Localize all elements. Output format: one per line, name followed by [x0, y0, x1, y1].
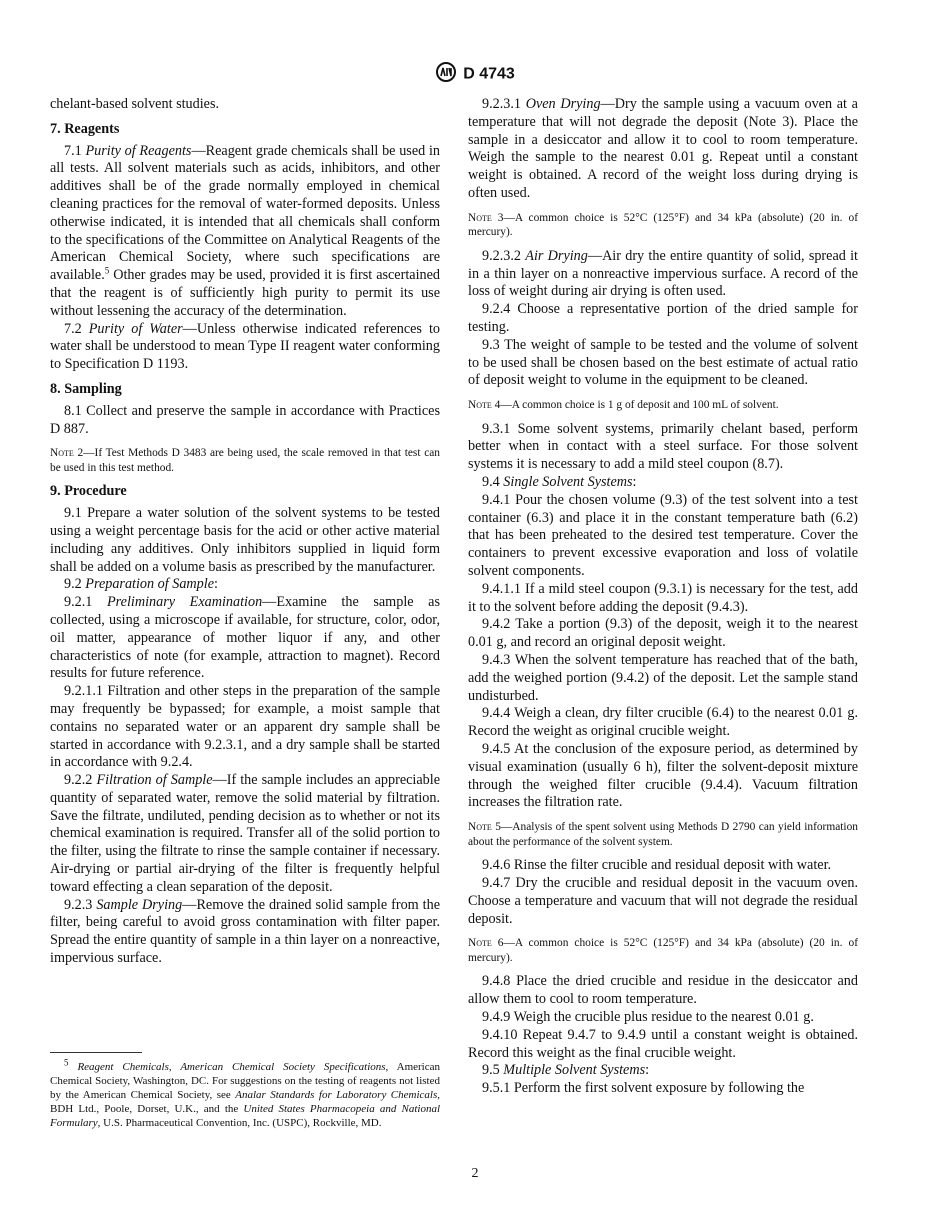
section-7-heading: 7. Reagents: [50, 120, 120, 137]
paragraph-9-4-9: 9.4.9 Weigh the crucible plus residue to the nearest 0.01 g.: [482, 1008, 814, 1025]
note-4: Note 4—A common choice is 1 g of deposit and 100 mL of solvent.: [468, 399, 779, 412]
note-6: Note 6—A common choice is 52°C (125°F) and 34 kPa (absolute) (20 in. of mercury).: [468, 937, 858, 964]
paragraph-9-2-3-2: 9.2.3.2 Air Drying—Air dry the entire quantity of solid, spread it in a thin layer on a nonreactive impervious surface. A record of the loss of weight during air drying is often used.: [468, 247, 858, 300]
paragraph-9-4-8: 9.4.8 Place the dried crucible and residue in the desiccator and allow them to cool to room temperature.: [468, 973, 858, 1008]
paragraph-7-2: 7.2 Purity of Water—Unless otherwise indicated references to water shall be understood to mean Type II reagent water conforming to Specification D 1193.: [50, 320, 440, 373]
section-9-heading: 9. Procedure: [50, 483, 127, 500]
paragraph-9-5: 9.5 Multiple Solvent Systems:: [482, 1062, 650, 1079]
paragraph-9-4-4: 9.4.4 Weigh a clean, dry filter crucible (6.4) to the nearest 0.01 g. Record the weight as original crucible weight.: [468, 705, 858, 740]
paragraph-9-2-3-1: 9.2.3.1 Oven Drying—Dry the sample using a vacuum oven at a temperature that will not degrade the deposit (Note 3). Place the sample in a desiccator and allow it to cool to room temperature. Weigh the sample to the nearest 0.01 g. Repeat until a constant weight is obtained. A record of the weight loss during drying is often used.: [468, 96, 858, 201]
paragraph-9-4-5: 9.4.5 At the conclusion of the exposure period, as determined by visual examination (usually 6 h), filter the solvent-deposit mixture through the weighed filter crucible (9.4.4). Vacuum filtration increases the filtration rate.: [468, 741, 858, 811]
paragraph-9-5-1: 9.5.1 Perform the first solvent exposure by following the: [482, 1080, 805, 1097]
standard-designation: D 4743: [463, 65, 515, 83]
continued-text: chelant-based solvent studies.: [50, 96, 220, 112]
paragraph-9-1: 9.1 Prepare a water solution of the solvent systems to be tested using a weight percentage basis for the acid or other active material including any additives. Only inhibitors supplied in liquid form shall be added on a volume basis as prescribed by the manufacturer.: [50, 505, 440, 575]
left-column: [50, 96, 440, 968]
paragraph-9-4-1: 9.4.1 Pour the chosen volume (9.3) of the test solvent into a test container (6.3) and place it in the constant temperature bath (6.2) that has been preheated to the desired test temperature. Cover the containers to prevent excessive evaporation and loss of volatile solvent components.: [468, 491, 858, 580]
right-column: [468, 96, 858, 1098]
paragraph-9-4-2: 9.4.2 Take a portion (9.3) of the deposit, weigh it to the nearest 0.01 g, and record an original deposit weight.: [468, 616, 858, 651]
paragraph-9-4-1-1: 9.4.1.1 If a mild steel coupon (9.3.1) is necessary for the test, add it to the solvent before adding the deposit (9.4.3).: [468, 580, 858, 615]
note-3: Note 3—A common choice is 52°C (125°F) and 34 kPa (absolute) (20 in. of mercury).: [468, 211, 858, 239]
section-8-heading: 8. Sampling: [50, 380, 122, 397]
paragraph-9-2: 9.2 Preparation of Sample:: [64, 576, 218, 593]
note-2: Note 2—If Test Methods D 3483 are being used, the scale removed in that test can be used in this test method.: [50, 447, 440, 474]
page-number: 2: [471, 1166, 479, 1181]
footnote-divider: [50, 1052, 142, 1053]
paragraph-8-1: 8.1 Collect and preserve the sample in accordance with Practices D 887.: [50, 402, 440, 437]
paragraph-9-2-1: 9.2.1 Preliminary Examination—Examine the sample as collected, using a microscope if available, for structure, color, odor, oil matter, appearance of mother liquor if any, and other characteristics of note (for example, attraction to magnet). Record results for future reference.: [50, 594, 440, 682]
paragraph-9-4-6: 9.4.6 Rinse the filter crucible and residual deposit with water.: [482, 857, 832, 874]
page-header: [0, 62, 950, 87]
footnote-ref-5: 5: [104, 265, 110, 276]
astm-logo-icon: [435, 62, 457, 87]
paragraph-9-2-1-1: 9.2.1.1 Filtration and other steps in the preparation of the sample may frequently be bypassed; for example, a moist sample that contains no separated water or an apparent dry sample shall be started in accordance with 9.2.3.1, and a dry sample shall be started in accordance with 9.2.4.: [50, 683, 440, 771]
paragraph-9-3-1: 9.3.1 Some solvent systems, primarily chelant based, perform better when in contact with a steel surface. For those solvent systems it is necessary to add a mild steel coupon (8.7).: [468, 420, 858, 473]
footnote-5: $^5$ Reagent Chemicals, American Chemical Society Specifications, American Chemical Society, Washington, DC. For suggestions on the testing of reagents not listed by the American Chemical Society, see Analar Standards for Laboratory Chemicals, BDH Ltd., Poole, Dorset, U.K., and the United States Pharmacopeia and National Formulary, U.S. Pharmaceutical Convention, Inc. (USPC), Rockville, MD.: [50, 1057, 440, 1129]
paragraph-7-1: 7.1 Purity of Reagents—Reagent grade chemicals shall be used in all tests. All solvent materials such as acids, inhibitors, and other additives shall be of the grade normally employed in chemical cleaning practices for the removal of water-formed deposits. Unless otherwise indicated, it is intended that all chemicals shall conform to the specifications of the Committee on Analytical Reagents of the American Chemical Society, where such specifications are available.$^5$ Other grades may be used, provided it is first ascertained that the reagent is of sufficiently high purity to permit its use without lessening the accuracy of the determination.: [50, 142, 440, 319]
paragraph-9-4-10: 9.4.10 Repeat 9.4.7 to 9.4.9 until a constant weight is obtained. Record this weight as the final crucible weight.: [468, 1026, 858, 1061]
paragraph-9-4: 9.4 Single Solvent Systems:: [482, 474, 637, 491]
paragraph-9-4-7: 9.4.7 Dry the crucible and residual deposit in the vacuum oven. Choose a temperature and vacuum that will not degrade the residual deposit.: [468, 874, 858, 927]
note-5: Note 5—Analysis of the spent solvent using Methods D 2790 can yield information about the performance of the solvent system.: [468, 821, 858, 848]
paragraph-9-4-3: 9.4.3 When the solvent temperature has reached that of the bath, add the weighed portion (9.4.2) of the deposit. Let the sample stand undisturbed.: [468, 652, 858, 704]
paragraph-9-3: 9.3 The weight of sample to be tested and the volume of solvent to be used shall be chosen based on the best estimate of actual ratio of deposit weight to volume in the equipment to be cleaned.: [468, 336, 858, 389]
paragraph-9-2-2: 9.2.2 Filtration of Sample—If the sample includes an appreciable quantity of separated water, remove the solid material by filtration. Save the filtrate, undiluted, pending decision as to whether or not its chemical examination is required. Transfer all of the solid portion to the filter, using the filtrate to rinse the sample container if necessary. Air-drying or partial air-drying of the filter is frequently helpful toward effecting a clean separation of the deposit.: [50, 772, 441, 895]
paragraph-9-2-4: 9.2.4 Choose a representative portion of the dried sample for testing.: [468, 301, 858, 335]
paragraph-9-2-3: 9.2.3 Sample Drying—Remove the drained solid sample from the filter, being careful to avoid gross contamination with filter paper. Spread the entire quantity of sample in a thin layer on a nonreactive, impervious surface.: [50, 896, 440, 967]
